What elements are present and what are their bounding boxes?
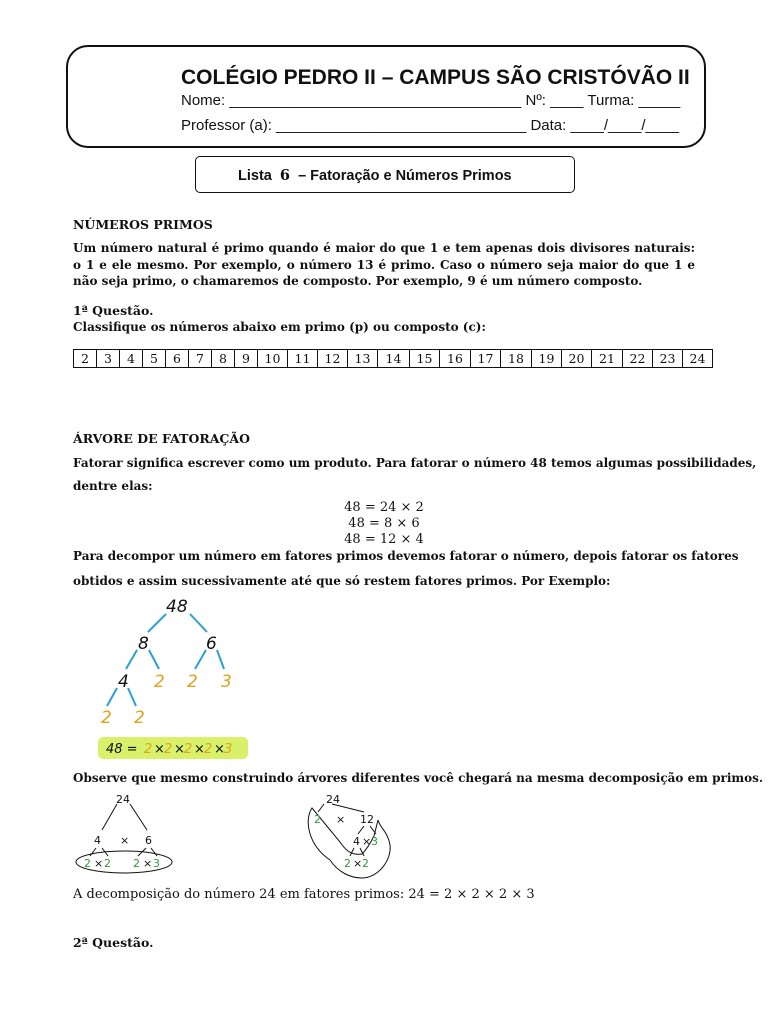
factor-tree-48 [90,592,290,767]
tree48-edge [149,650,159,669]
tree24a-x: × [94,857,104,870]
number-cell: 23 [653,350,683,368]
tree48-l2-a: 4 [118,672,129,692]
lista-prefix: Lista [238,168,272,184]
tree24b-right: 12 [360,813,374,826]
lista-title [238,167,512,184]
result-times: × [154,742,165,757]
number-cell: 9 [235,350,258,368]
tree48-l1-right: 6 [206,634,217,654]
decomp-line-1: Para decompor um número em fatores primos devemos fatorar o número, depois fatorar os fatores [73,549,739,563]
numbers-table [73,349,713,368]
q1-title: 1ª Questão. [73,303,154,318]
tree48-l2-c: 2 [187,672,198,692]
tree24b-root: 24 [326,793,340,806]
arvore-intro-2: dentre elas: [73,479,153,493]
tree48-edge [126,650,137,669]
result-times: × [194,742,205,757]
tree24a-b4: 3 [153,857,160,870]
number-cell: 13 [348,350,378,368]
decomp24-text: A decomposição do número 24 em fatores primos: [73,887,405,902]
number-cell: 24 [683,350,713,368]
tree24b-x: × [353,857,363,870]
tree24a-root: 24 [116,793,130,806]
tree24b-x: × [336,813,346,826]
number-cell: 10 [258,350,288,368]
teacher-line: Professor (a): ______________________________ Data: ____/____/____ [181,117,679,134]
number-cell: 18 [501,350,532,368]
tree24a-edge [90,848,96,856]
tree24b-edge [318,804,324,812]
result-f2: 2 [164,742,173,757]
result-times: × [214,742,225,757]
tree24a-edge [151,848,157,856]
number-cell: 5 [143,350,166,368]
number-cell: 14 [378,350,410,368]
tree24b-bottom-b: 2 [362,857,369,870]
number-cell: 6 [166,350,189,368]
tree48-l1-left: 8 [138,634,149,654]
result-f3: 2 [184,742,193,757]
primos-heading: NÚMEROS PRIMOS [73,217,213,232]
number-cell: 2 [74,350,97,368]
tree48-edge [217,650,224,669]
tree24b-edge [358,826,364,834]
result-f5: 3 [224,742,233,757]
tree24b-mid-a: 4 [353,835,360,848]
tree24b-bottom-a: 2 [344,857,351,870]
factor-tree-24-b [300,790,415,885]
tree24b-x: × [362,835,372,848]
factor-tree-24-a [72,790,182,875]
decomp-line-2: obtidos e assim sucessivamente até que só restem fatores primos. Por Exemplo: [73,574,611,588]
tree48-edge [128,688,136,706]
primos-paragraph: Um número natural é primo quando é maior do que 1 e tem apenas dois divisores naturais: o 1 e ele mesmo. Por exemplo, o número 13 é primo. Caso o número seja maior do que 1 e não seja primo, o chamaremos de composto. Por exemplo, 9 é um número composto. [73,241,695,288]
school-title: COLÉGIO PEDRO II – CAMPUS SÃO CRISTÓVÃO II [181,66,690,89]
tree24a-edge [102,804,117,830]
result-f1: 2 [144,742,153,757]
number-cell: 8 [212,350,235,368]
number-cell: 22 [623,350,653,368]
tree48-edge [195,650,206,669]
tree48-l2-d: 3 [221,672,232,692]
tree24b-mid-b: 3 [371,835,378,848]
number-cell: 17 [471,350,501,368]
tree24a-x: × [143,857,153,870]
number-cell: 11 [288,350,318,368]
number-cell: 7 [189,350,212,368]
tree48-edge [148,614,166,632]
tree24a-b3: 2 [133,857,140,870]
number-cell: 3 [97,350,120,368]
lista-number: 6 [279,167,290,184]
number-cell: 16 [440,350,471,368]
tree48-edge [190,614,207,632]
tree24b-left: 2 [314,813,321,826]
q2-title: 2ª Questão. [73,935,154,950]
tree48-l3-b: 2 [134,708,145,728]
tree24a-b2: 2 [104,857,111,870]
arvore-heading: ÁRVORE DE FATORAÇÃO [73,431,250,446]
tree48-l2-b: 2 [154,672,165,692]
q1-instruction: Classifique os números abaixo em primo (p) ou composto (c): [73,320,486,334]
number-cell: 21 [592,350,623,368]
tree48-root: 48 [166,597,188,617]
result-prefix: 48 = [106,742,138,757]
number-cell: 19 [532,350,562,368]
equation-3: 48 = 12 × 4 [344,532,424,547]
tree24a-x: × [120,834,130,847]
tree48-l3-a: 2 [101,708,112,728]
tree24a-left: 4 [94,834,101,847]
arvore-intro-1: Fatorar significa escrever como um produto. Para fatorar o número 48 temos algumas possibilidades, [73,456,757,470]
equation-1: 48 = 24 × 2 [344,500,424,515]
numbers-row [74,350,713,368]
decomp24-line [73,887,535,902]
name-line: Nome: ___________________________________ Nº: ____ Turma: _____ [181,92,681,109]
number-cell: 20 [562,350,592,368]
result-times: × [174,742,185,757]
lista-subtitle: – Fatoração e Números Primos [298,168,512,184]
number-cell: 4 [120,350,143,368]
tree24a-right: 6 [145,834,152,847]
result-f4: 2 [204,742,213,757]
tree48-edge [107,688,117,706]
number-cell: 15 [410,350,440,368]
equation-2: 48 = 8 × 6 [348,516,420,531]
observe-text: Observe que mesmo construindo árvores diferentes você chegará na mesma decomposição em primos. [73,771,764,785]
decomp24-formula: 24 = 2 × 2 × 2 × 3 [408,887,535,902]
tree24a-b1: 2 [84,857,91,870]
number-cell: 12 [318,350,348,368]
tree24a-edge [130,804,147,830]
